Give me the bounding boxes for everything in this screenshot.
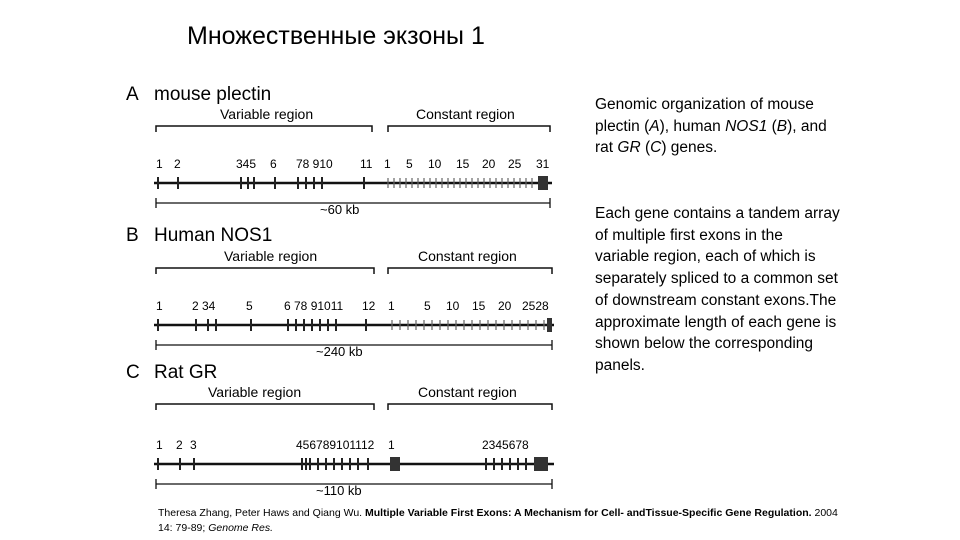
panel-b-variable-bracket <box>156 268 374 274</box>
panel-c-variable-bracket <box>156 404 374 410</box>
citation-details: 2004 14: 79-89; <box>158 507 838 534</box>
panel-c-constant-label: Constant region <box>418 384 517 400</box>
panel-b-var-num: 6 78 91011 <box>284 299 344 313</box>
panel-a-var-num: 1 <box>156 157 163 171</box>
panel-a-constant-bracket <box>388 126 550 132</box>
panel-b-const-num: 15 <box>472 299 486 313</box>
citation-journal: Genome Res. <box>208 522 273 534</box>
panel-b-const-num: 10 <box>446 299 460 313</box>
panel-a-letter: A <box>126 84 139 105</box>
citation <box>158 506 848 536</box>
panel-a-const-num: 31 <box>536 157 550 171</box>
panel-a-const-num: 1 <box>384 157 391 171</box>
panel-c-var-num: 456789101112 <box>296 438 375 452</box>
panel-a-length: ~60 kb <box>320 202 360 217</box>
panel-a-var-num: 6 <box>270 157 277 171</box>
panel-c-length: ~110 kb <box>316 483 362 498</box>
panel-b-gene-name: Human NOS1 <box>154 225 273 246</box>
caption-text: ( <box>640 139 651 157</box>
slide-title: Множественные экзоны 1 <box>187 22 485 50</box>
panel-a-var-num: 2 <box>174 157 181 171</box>
panel-b-var-num: 1 <box>156 299 163 313</box>
figure-canvas <box>120 80 560 500</box>
figure-caption-paragraph-2 <box>595 203 840 377</box>
panel-b-var-num: 5 <box>246 299 253 313</box>
panel-c-const-num: 1 <box>388 438 395 452</box>
panel-a-last-exon <box>538 176 548 190</box>
caption-text: ), human <box>659 117 726 135</box>
panel-b-const-num: 2528 <box>522 299 549 313</box>
panel-c-var-num: 1 <box>156 438 163 452</box>
caption-text: Genomic organization of mouse plectin ( <box>595 96 814 135</box>
panel-a <box>126 84 552 217</box>
caption-text: ), and rat <box>595 117 827 157</box>
panel-b <box>126 225 554 359</box>
caption-italic: B <box>776 117 788 135</box>
panel-c-var-num: 3 <box>190 438 197 452</box>
panel-b-constant-bracket <box>388 268 552 274</box>
panel-b-const-num: 20 <box>498 299 512 313</box>
panel-b-var-num: 12 <box>362 299 376 313</box>
caption-text: ( <box>767 117 777 135</box>
panel-a-const-num: 10 <box>428 157 442 171</box>
panel-c-const-num: 2345678 <box>482 438 529 452</box>
panel-a-var-num: 345 <box>236 157 257 171</box>
caption-paragraph-2-text: Each gene contains a tandem array of multiple first exons in the variable region, each of which is separately spliced to a common set of downstream constant exons.The approximate length of each gene is shown below the corresponding panels. <box>595 205 840 374</box>
panel-a-gene-name: mouse plectin <box>154 84 272 105</box>
panel-c-letter: C <box>126 362 140 383</box>
citation-authors: Theresa Zhang, Peter Haws and Qiang Wu. <box>158 507 363 519</box>
caption-italic: C <box>650 139 662 157</box>
panel-c <box>126 362 554 498</box>
caption-italic: NOS1 <box>725 117 768 135</box>
panel-c-last-exon <box>534 457 548 471</box>
panel-c-constant-bracket <box>388 404 552 410</box>
gene-organization-figure <box>120 80 560 500</box>
panel-a-var-num: 11 <box>360 157 373 171</box>
panel-b-constant-label: Constant region <box>418 248 517 264</box>
panel-b-letter: B <box>126 225 139 246</box>
panel-a-var-num: 78 910 <box>296 157 333 171</box>
panel-b-var-num: 2 34 <box>192 299 216 313</box>
panel-b-length: ~240 kb <box>316 344 363 359</box>
panel-c-var-num: 2 <box>176 438 183 452</box>
panel-c-gene-name: Rat GR <box>154 362 218 383</box>
panel-c-constant-exon-1 <box>390 457 400 471</box>
panel-b-const-num: 1 <box>388 299 395 313</box>
caption-italic: A <box>649 117 660 135</box>
panel-b-const-num: 5 <box>424 299 431 313</box>
caption-text: ) genes. <box>661 139 718 157</box>
panel-b-variable-label: Variable region <box>224 248 318 264</box>
panel-a-variable-label: Variable region <box>220 106 314 122</box>
caption-italic: GR <box>617 139 641 157</box>
panel-a-const-num: 20 <box>482 157 496 171</box>
panel-a-const-num: 25 <box>508 157 522 171</box>
panel-a-constant-label: Constant region <box>416 106 515 122</box>
figure-caption-paragraph-1 <box>595 94 840 159</box>
panel-a-const-num: 5 <box>406 157 413 171</box>
panel-a-variable-bracket <box>156 126 372 132</box>
citation-title: Multiple Variable First Exons: A Mechanism for Cell- andTissue-Specific Gene Regulation. <box>365 507 812 519</box>
panel-a-const-num: 15 <box>456 157 470 171</box>
panel-c-variable-label: Variable region <box>208 384 302 400</box>
panel-b-last-exon <box>547 318 552 332</box>
